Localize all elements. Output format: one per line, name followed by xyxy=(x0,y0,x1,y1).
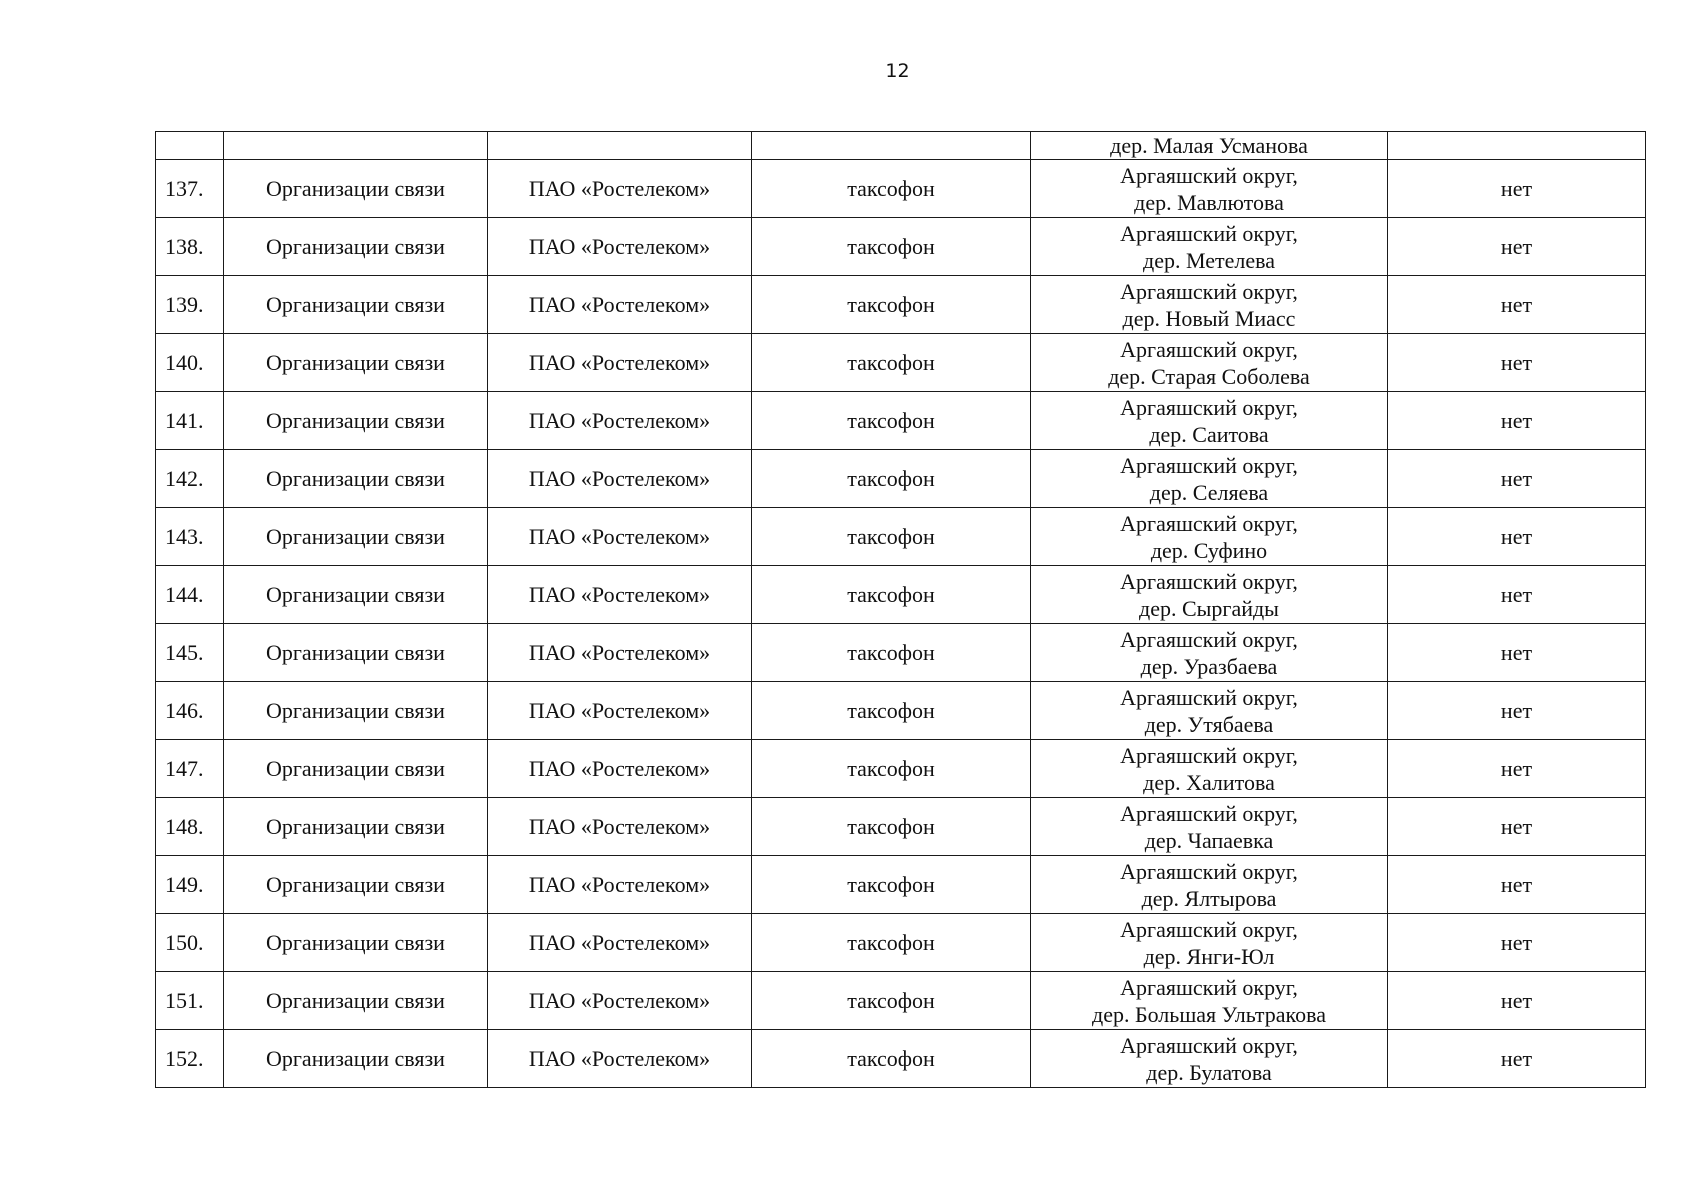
address-district: Аргаяшский округ, xyxy=(1120,626,1298,652)
status-cell xyxy=(1388,132,1646,160)
address-locality: дер. Суфино xyxy=(1150,537,1268,563)
address-cell xyxy=(1031,972,1388,1030)
sector-cell: Организации связи xyxy=(224,276,488,334)
status-cell: нет xyxy=(1388,856,1646,914)
address-cell xyxy=(1031,160,1388,218)
status-cell: нет xyxy=(1388,508,1646,566)
address-district: Аргаяшский округ, xyxy=(1120,742,1298,768)
address-locality: дер. Саитова xyxy=(1149,421,1269,447)
org-cell: ПАО «Ростелеком» xyxy=(488,1030,752,1088)
sector-cell: Организации связи xyxy=(224,1030,488,1088)
address-cell xyxy=(1031,566,1388,624)
table-row xyxy=(156,1030,1646,1088)
row-number: 149. xyxy=(156,856,224,914)
object-cell xyxy=(752,132,1031,160)
address-locality: дер. Булатова xyxy=(1146,1059,1272,1085)
table-row xyxy=(156,740,1646,798)
address-cell xyxy=(1031,132,1388,160)
address-cell xyxy=(1031,450,1388,508)
address-cell xyxy=(1031,682,1388,740)
continuation-row xyxy=(156,132,1646,160)
table-row xyxy=(156,624,1646,682)
address-cell xyxy=(1031,856,1388,914)
address-district: Аргаяшский округ, xyxy=(1120,1032,1298,1058)
address-cell xyxy=(1031,1030,1388,1088)
row-number: 142. xyxy=(156,450,224,508)
sector-cell: Организации связи xyxy=(224,856,488,914)
sector-cell: Организации связи xyxy=(224,218,488,276)
status-cell: нет xyxy=(1388,276,1646,334)
address-cell xyxy=(1031,334,1388,392)
address-locality: дер. Старая Соболева xyxy=(1108,363,1310,389)
row-number: 144. xyxy=(156,566,224,624)
row-number: 148. xyxy=(156,798,224,856)
sector-cell: Организации связи xyxy=(224,740,488,798)
org-cell: ПАО «Ростелеком» xyxy=(488,218,752,276)
sector-cell: Организации связи xyxy=(224,914,488,972)
address-tail: дер. Малая Усманова xyxy=(1110,133,1308,158)
sector-cell: Организации связи xyxy=(224,624,488,682)
org-cell: ПАО «Ростелеком» xyxy=(488,740,752,798)
sector-cell: Организации связи xyxy=(224,392,488,450)
org-cell: ПАО «Ростелеком» xyxy=(488,508,752,566)
row-number: 139. xyxy=(156,276,224,334)
address-locality: дер. Чапаевка xyxy=(1144,827,1274,853)
org-cell: ПАО «Ростелеком» xyxy=(488,276,752,334)
row-number: 146. xyxy=(156,682,224,740)
sector-cell: Организации связи xyxy=(224,566,488,624)
org-cell: ПАО «Ростелеком» xyxy=(488,450,752,508)
table-row xyxy=(156,276,1646,334)
table-row xyxy=(156,682,1646,740)
status-cell: нет xyxy=(1388,392,1646,450)
table-row xyxy=(156,392,1646,450)
object-cell: таксофон xyxy=(752,1030,1031,1088)
status-cell: нет xyxy=(1388,740,1646,798)
address-district: Аргаяшский округ, xyxy=(1120,510,1298,536)
row-number: 152. xyxy=(156,1030,224,1088)
address-district: Аргаяшский округ, xyxy=(1120,916,1298,942)
address-district: Аргаяшский округ, xyxy=(1120,394,1298,420)
sector-cell: Организации связи xyxy=(224,798,488,856)
address-locality: дер. Халитова xyxy=(1143,769,1275,795)
org-cell xyxy=(488,132,752,160)
address-district: Аргаяшский округ, xyxy=(1120,278,1298,304)
address-cell xyxy=(1031,508,1388,566)
org-cell: ПАО «Ростелеком» xyxy=(488,160,752,218)
address-locality: дер. Ялтырова xyxy=(1141,885,1277,911)
address-cell xyxy=(1031,392,1388,450)
row-number: 140. xyxy=(156,334,224,392)
status-cell: нет xyxy=(1388,1030,1646,1088)
row-number: 141. xyxy=(156,392,224,450)
org-cell: ПАО «Ростелеком» xyxy=(488,856,752,914)
status-cell: нет xyxy=(1388,334,1646,392)
object-cell: таксофон xyxy=(752,856,1031,914)
status-cell: нет xyxy=(1388,566,1646,624)
address-locality: дер. Янги-Юл xyxy=(1143,943,1275,969)
address-locality: дер. Новый Миасс xyxy=(1122,305,1296,331)
status-cell: нет xyxy=(1388,914,1646,972)
status-cell: нет xyxy=(1388,160,1646,218)
num-cell xyxy=(156,132,224,160)
status-cell: нет xyxy=(1388,624,1646,682)
address-cell xyxy=(1031,914,1388,972)
sector-cell xyxy=(224,132,488,160)
row-number: 150. xyxy=(156,914,224,972)
address-cell xyxy=(1031,740,1388,798)
address-district: Аргаяшский округ, xyxy=(1120,336,1298,362)
address-locality: дер. Сыргайды xyxy=(1139,595,1279,621)
table-row xyxy=(156,914,1646,972)
status-cell: нет xyxy=(1388,218,1646,276)
table-row xyxy=(156,160,1646,218)
table-row xyxy=(156,798,1646,856)
address-district: Аргаяшский округ, xyxy=(1120,568,1298,594)
table-row xyxy=(156,334,1646,392)
page-number: 12 xyxy=(885,60,910,82)
status-cell: нет xyxy=(1388,450,1646,508)
status-cell: нет xyxy=(1388,972,1646,1030)
row-number: 145. xyxy=(156,624,224,682)
status-cell: нет xyxy=(1388,798,1646,856)
org-cell: ПАО «Ростелеком» xyxy=(488,914,752,972)
address-district: Аргаяшский округ, xyxy=(1120,452,1298,478)
address-locality: дер. Селяева xyxy=(1149,479,1269,505)
address-cell xyxy=(1031,276,1388,334)
address-cell xyxy=(1031,798,1388,856)
address-locality: дер. Большая Ультракова xyxy=(1092,1001,1326,1027)
status-cell: нет xyxy=(1388,682,1646,740)
sector-cell: Организации связи xyxy=(224,160,488,218)
sector-cell: Организации связи xyxy=(224,972,488,1030)
object-cell: таксофон xyxy=(752,566,1031,624)
table-row xyxy=(156,972,1646,1030)
table-row xyxy=(156,450,1646,508)
org-cell: ПАО «Ростелеком» xyxy=(488,682,752,740)
org-cell: ПАО «Ростелеком» xyxy=(488,566,752,624)
address-district: Аргаяшский округ, xyxy=(1120,684,1298,710)
object-cell: таксофон xyxy=(752,508,1031,566)
registry-table xyxy=(155,131,1646,1088)
object-cell: таксофон xyxy=(752,740,1031,798)
object-cell: таксофон xyxy=(752,218,1031,276)
address-locality: дер. Метелева xyxy=(1143,247,1275,273)
row-number: 151. xyxy=(156,972,224,1030)
org-cell: ПАО «Ростелеком» xyxy=(488,798,752,856)
row-number: 138. xyxy=(156,218,224,276)
org-cell: ПАО «Ростелеком» xyxy=(488,334,752,392)
object-cell: таксофон xyxy=(752,334,1031,392)
sector-cell: Организации связи xyxy=(224,450,488,508)
table-row xyxy=(156,856,1646,914)
address-locality: дер. Уразбаева xyxy=(1140,653,1278,679)
org-cell: ПАО «Ростелеком» xyxy=(488,972,752,1030)
address-district: Аргаяшский округ, xyxy=(1120,858,1298,884)
row-number: 143. xyxy=(156,508,224,566)
object-cell: таксофон xyxy=(752,392,1031,450)
registry-table-body xyxy=(156,132,1646,1088)
address-cell xyxy=(1031,624,1388,682)
org-cell: ПАО «Ростелеком» xyxy=(488,624,752,682)
table-row xyxy=(156,566,1646,624)
address-district: Аргаяшский округ, xyxy=(1120,800,1298,826)
address-district: Аргаяшский округ, xyxy=(1120,162,1298,188)
table-row xyxy=(156,508,1646,566)
org-cell: ПАО «Ростелеком» xyxy=(488,392,752,450)
address-locality: дер. Мавлютова xyxy=(1134,189,1284,215)
object-cell: таксофон xyxy=(752,914,1031,972)
object-cell: таксофон xyxy=(752,624,1031,682)
sector-cell: Организации связи xyxy=(224,334,488,392)
sector-cell: Организации связи xyxy=(224,682,488,740)
table-row xyxy=(156,218,1646,276)
object-cell: таксофон xyxy=(752,450,1031,508)
object-cell: таксофон xyxy=(752,798,1031,856)
address-district: Аргаяшский округ, xyxy=(1120,974,1298,1000)
row-number: 147. xyxy=(156,740,224,798)
object-cell: таксофон xyxy=(752,160,1031,218)
address-district: Аргаяшский округ, xyxy=(1120,220,1298,246)
object-cell: таксофон xyxy=(752,972,1031,1030)
row-number: 137. xyxy=(156,160,224,218)
address-cell xyxy=(1031,218,1388,276)
object-cell: таксофон xyxy=(752,682,1031,740)
address-locality: дер. Утябаева xyxy=(1144,711,1274,737)
object-cell: таксофон xyxy=(752,276,1031,334)
sector-cell: Организации связи xyxy=(224,508,488,566)
